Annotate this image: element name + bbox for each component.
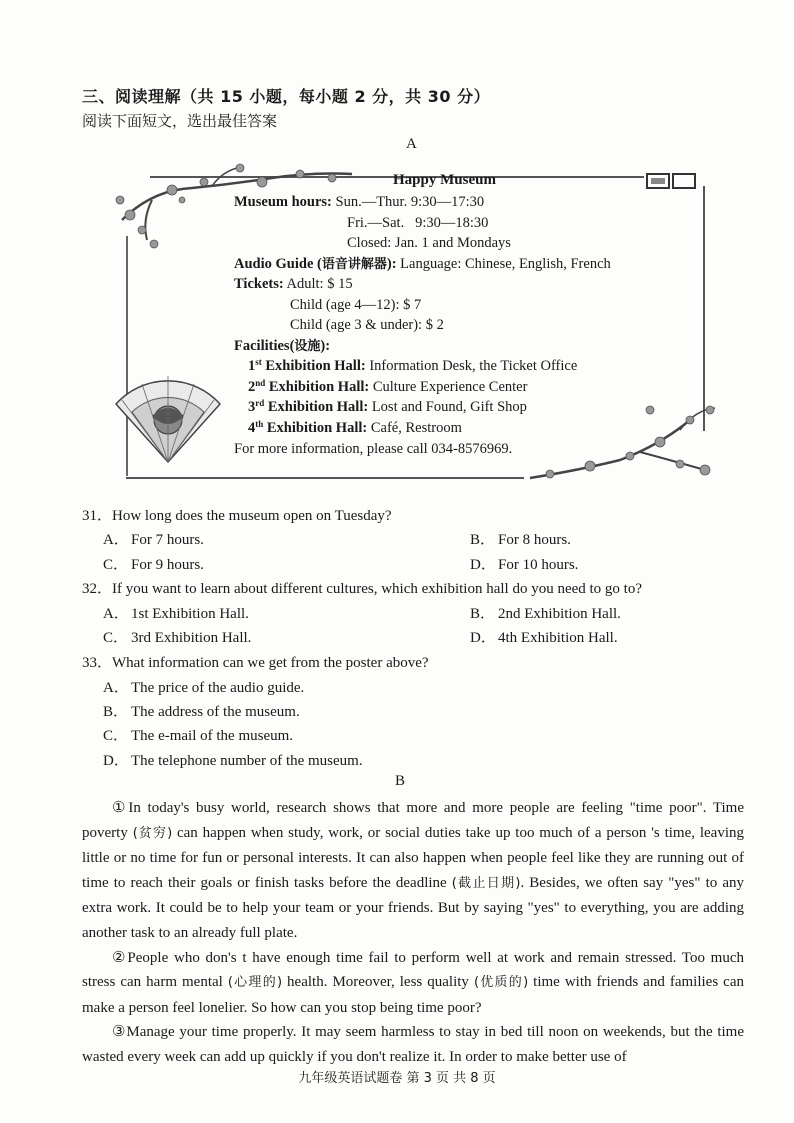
passage-text: time with friends and families can make a person feel lonelier. So how can you stop being time poor? — [82, 974, 744, 1016]
option-letter: B． — [470, 532, 496, 548]
option-letter: B． — [470, 606, 496, 622]
passage-gloss: (贫穷) — [132, 825, 173, 841]
option-letter: A． — [103, 680, 129, 696]
option-letter: C． — [103, 728, 129, 744]
option-text: For 10 hours. — [498, 557, 579, 573]
option-letter: A． — [103, 606, 129, 622]
hall-row — [248, 377, 527, 398]
hall-facilities: Café, Restroom — [367, 420, 462, 436]
passage-text: health. Moreover, less quality — [282, 974, 474, 991]
corner-ornament-icon — [646, 173, 696, 191]
poster-frame-right — [703, 186, 705, 431]
facilities-label-end: ): — [320, 338, 331, 354]
poster-frame-bottom — [126, 477, 524, 479]
option-text: 2nd Exhibition Hall. — [498, 606, 621, 622]
hall-facilities: Information Desk, the Ticket Office — [365, 358, 578, 374]
fan-ornament-icon — [112, 370, 224, 466]
audio-guide-label: Audio Guide ( — [234, 256, 322, 272]
hall-label: Exhibition Hall: — [265, 379, 370, 395]
passage-paragraph-3: ③Manage your time properly. It may seem harmless to stay in bed till noon on weekends, but the time wasted every week can add up quickly if you don't realize it. In order to make better use of — [82, 1024, 744, 1065]
tickets-child: Child (age 4—12): $ 7 — [290, 297, 422, 313]
option-32-b[interactable] — [470, 602, 621, 623]
hall-number: 3 — [248, 399, 256, 415]
museum-hours-label: Museum hours: — [234, 194, 332, 210]
museum-hours-row — [234, 192, 484, 213]
hall-label: Exhibition Hall: — [263, 420, 368, 436]
option-33-d[interactable] — [103, 749, 363, 770]
option-31-a[interactable] — [103, 528, 204, 549]
passage-paragraph-2 — [82, 946, 744, 1021]
passage-gloss: (优质的) — [473, 975, 529, 991]
poster-title: Happy Museum — [393, 172, 496, 188]
hall-row — [248, 397, 527, 418]
audio-guide-row — [234, 254, 611, 276]
option-text: For 9 hours. — [131, 557, 204, 573]
passage-gloss: (截止日期) — [451, 875, 521, 891]
passage-paragraph-1 — [82, 796, 744, 946]
hall-suffix: st — [255, 357, 262, 367]
option-32-d[interactable] — [470, 626, 618, 647]
part-a-label: A — [406, 136, 417, 152]
plum-branch-bottom-right-icon — [520, 400, 720, 490]
hall-number: 1 — [248, 358, 256, 374]
option-text: For 8 hours. — [498, 532, 571, 548]
audio-guide-languages: Language: Chinese, English, French — [396, 256, 611, 272]
section-heading: 三、阅读理解（共 15 小题，每小题 2 分，共 30 分） — [82, 87, 491, 106]
option-letter: C． — [103, 630, 129, 646]
hall-suffix: nd — [255, 378, 266, 388]
option-text: 3rd Exhibition Hall. — [131, 630, 252, 646]
poster-contact: For more information, please call 034-8576969. — [234, 441, 513, 457]
hall-suffix: rd — [255, 398, 265, 408]
hall-row — [248, 418, 462, 439]
option-letter: D． — [470, 557, 496, 573]
option-text: For 7 hours. — [131, 532, 204, 548]
passage-text: ①In today's busy world, research shows that more and more people are feeling "time poor". Time poverty — [82, 800, 744, 841]
passage-text: ②People who don's t have enough time fail to perform well at work and remain stressed. Too much stress can harm mental — [82, 949, 744, 991]
option-text: 4th Exhibition Hall. — [498, 630, 618, 646]
option-text: The telephone number of the museum. — [131, 753, 363, 769]
museum-hours-line2: Fri.—Sat. 9:30—18:30 — [347, 215, 489, 231]
option-31-b[interactable] — [470, 528, 571, 549]
tickets-row — [234, 274, 353, 295]
option-33-c[interactable] — [103, 724, 293, 745]
question-32-stem: 32．If you want to learn about different cultures, which exhibition hall do you need to go to? — [82, 581, 643, 597]
hall-number: 2 — [248, 379, 256, 395]
tickets-label: Tickets: — [234, 276, 284, 292]
option-text: The price of the audio guide. — [131, 680, 305, 696]
option-letter: D． — [103, 753, 129, 769]
question-33-stem: 33．What information can we get from the poster above? — [82, 655, 429, 671]
audio-guide-cjk: 语音讲解器 — [321, 257, 387, 272]
hall-suffix: th — [255, 419, 264, 429]
hall-facilities: Lost and Found, Gift Shop — [368, 399, 527, 415]
audio-guide-label-end: ): — [386, 256, 397, 272]
option-text: The address of the museum. — [131, 704, 300, 720]
facilities-label: Facilities( — [234, 338, 295, 354]
option-letter: C． — [103, 557, 129, 573]
hall-label: Exhibition Hall: — [264, 399, 369, 415]
tickets-adult: Adult: $ 15 — [283, 276, 353, 292]
facilities-cjk: 设施 — [294, 339, 321, 354]
passage-text: can happen when study, work, or social duties take up too much of a person 's time, leaving little or no time for fun or personal interests. It can also happen when people feel like they are running out of time to reach their goals or finish tasks before the deadline — [82, 824, 744, 891]
museum-hours-line3: Closed: Jan. 1 and Mondays — [347, 235, 511, 251]
option-32-a[interactable] — [103, 602, 249, 623]
option-letter: A． — [103, 532, 129, 548]
option-text: 1st Exhibition Hall. — [131, 606, 249, 622]
option-31-d[interactable] — [470, 553, 578, 574]
hall-facilities: Culture Experience Center — [369, 379, 528, 395]
page-footer: 九年级英语试题卷 第 3 页 共 8 页 — [298, 1071, 496, 1086]
hall-row — [248, 356, 577, 377]
passage-b — [82, 796, 744, 1070]
tickets-small-child: Child (age 3 & under): $ 2 — [290, 317, 444, 333]
option-31-c[interactable] — [103, 553, 204, 574]
part-b-label: B — [395, 773, 406, 789]
option-letter: B． — [103, 704, 129, 720]
option-33-b[interactable] — [103, 700, 300, 721]
section-instruction: 阅读下面短文，选出最佳答案 — [82, 112, 278, 130]
hall-number: 4 — [248, 420, 256, 436]
option-letter: D． — [470, 630, 496, 646]
option-text: The e-mail of the museum. — [131, 728, 294, 744]
passage-text: . Besides, we often say "yes" to any extra work. It could be to help your team or your friends. But by saying "yes" to everything, you are adding another task to an already full plate. — [82, 874, 744, 941]
option-32-c[interactable] — [103, 626, 251, 647]
facilities-row — [234, 336, 330, 358]
hall-label: Exhibition Hall: — [261, 358, 366, 374]
museum-hours-line1: Sun.—Thur. 9:30—17:30 — [335, 194, 485, 210]
question-31-stem: 31．How long does the museum open on Tuesday? — [82, 508, 392, 524]
passage-gloss: (心理的) — [227, 975, 283, 991]
option-33-a[interactable] — [103, 676, 304, 697]
